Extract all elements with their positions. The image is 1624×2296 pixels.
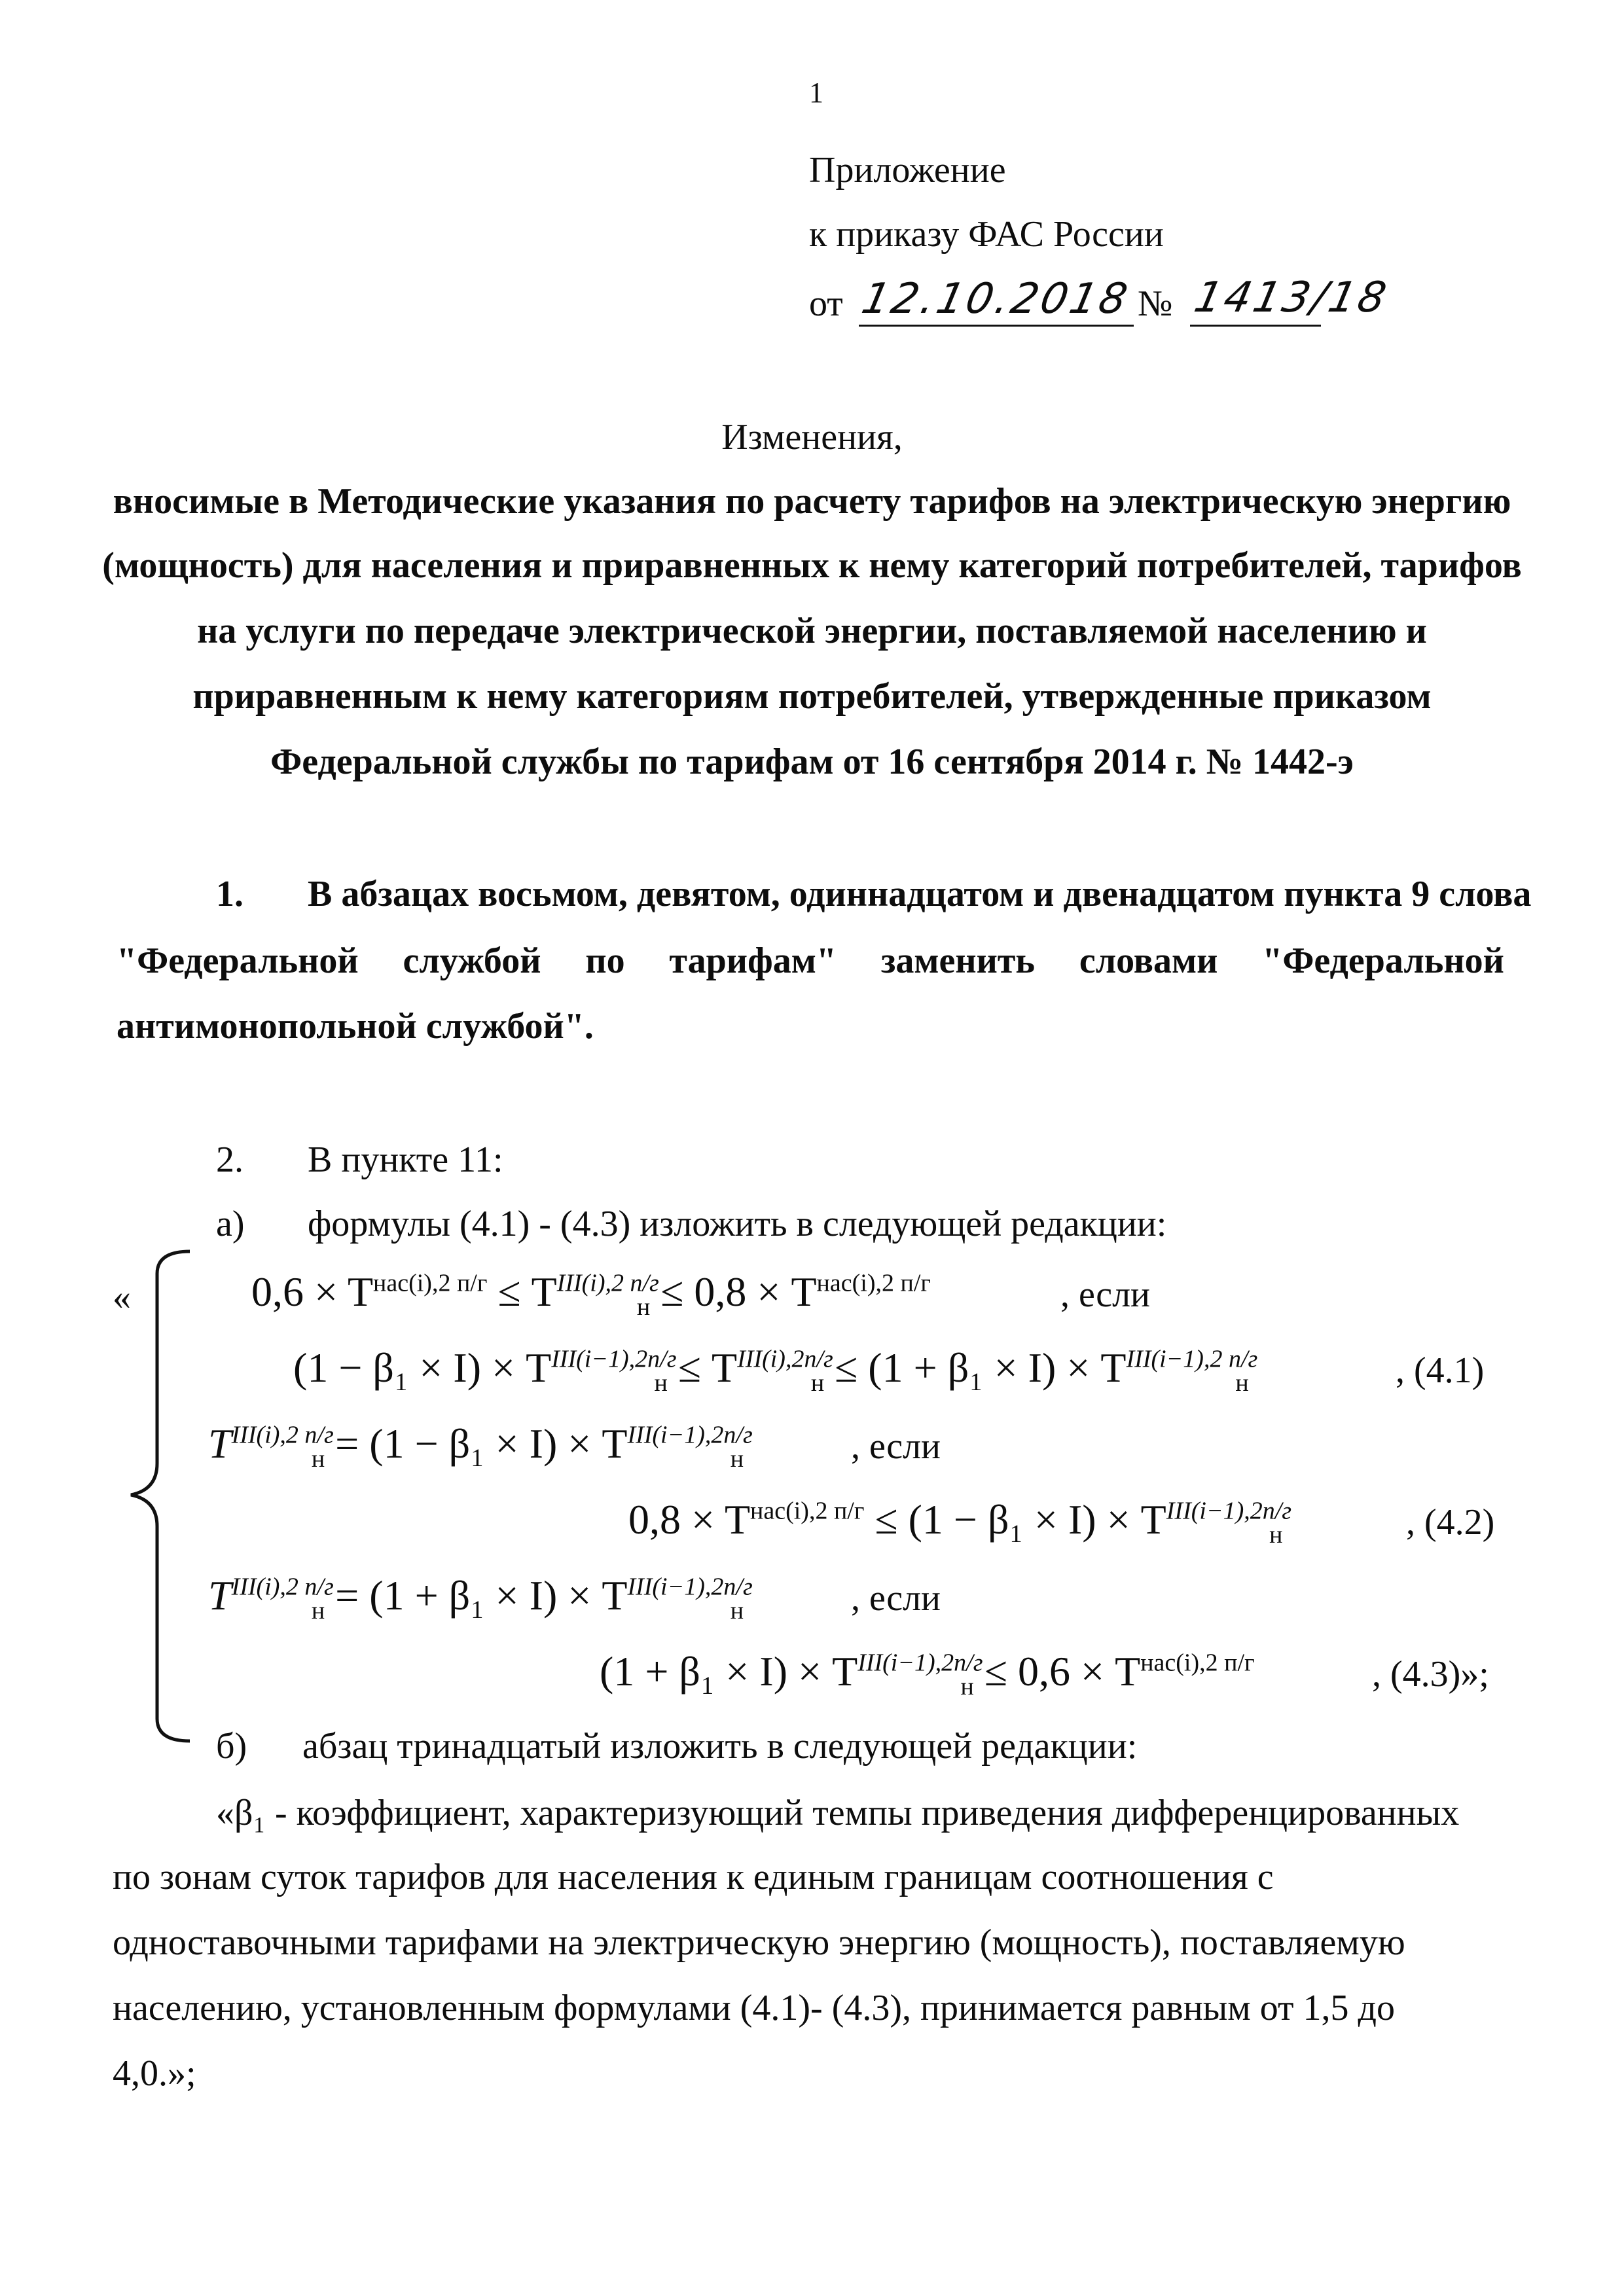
appendix-label: Приложение <box>809 150 1006 190</box>
word: тарифам" <box>669 941 837 981</box>
formula-row-3 <box>208 1420 753 1473</box>
title-line-4: приравненным к нему категориям потребителей, утвержденные приказом <box>192 676 1432 717</box>
formula-sup: нас(i),2 п/г <box>816 1269 931 1297</box>
paragraph-line-5: 4,0.»; <box>113 2053 196 2094</box>
formula-part: (1 + β₁ × I) × T <box>600 1648 858 1695</box>
document-heading: Изменения, <box>721 417 903 457</box>
order-number-handwritten: 1413/18 <box>1190 274 1393 322</box>
formula-part: = (1 + β₁ × I) × T <box>335 1572 628 1619</box>
order-date-handwritten: 12.10.2018 <box>857 275 1134 323</box>
order-from-label: от <box>809 283 843 324</box>
formula-sup: нас(i),2 п/г <box>1140 1649 1255 1677</box>
condition-if: , если <box>851 1578 941 1619</box>
formula-part: 0,6 × T <box>251 1268 374 1315</box>
formula-sup: III(i−1),2п/г <box>1166 1497 1292 1525</box>
formula-sup: III(i−1),2п/г <box>551 1345 677 1373</box>
formula-sub: н <box>636 1293 651 1321</box>
formula-sub: н <box>960 1673 974 1700</box>
formula-sup: III(i),2п/г <box>737 1345 833 1373</box>
page-number: 1 <box>809 77 823 109</box>
formula-part: 0,8 × T <box>628 1496 751 1543</box>
word: "Федеральной <box>117 941 359 981</box>
formula-part: T <box>208 1420 232 1467</box>
item-2b-text: абзац тринадцатый изложить в следующей редакции: <box>302 1726 1138 1767</box>
item-2b-label: б) <box>216 1726 247 1767</box>
formula-sup: III(i−1),2п/г <box>857 1649 983 1677</box>
formula-sub: н <box>810 1369 825 1397</box>
condition-if: , если <box>1060 1274 1151 1315</box>
formula-sup: нас(i),2 п/г <box>373 1269 488 1297</box>
formula-sub: н <box>311 1445 325 1473</box>
formula-row-6 <box>600 1648 1255 1700</box>
number-underline <box>1190 325 1321 327</box>
paragraph-line-3: одноставочными тарифами на электрическую энергию (мощность), поставляемую <box>113 1922 1405 1963</box>
item-1-line-3: антимонопольной службой". <box>117 1006 594 1047</box>
order-number-label: № <box>1138 283 1173 324</box>
item-1-line-1: В абзацах восьмом, девятом, одиннадцатом и двенадцатом пункта 9 слова <box>308 874 1532 914</box>
formula-sup: III(i),2 п/г <box>556 1269 659 1297</box>
title-line-1: вносимые в Методические указания по расчету тарифов на электрическую энергию <box>113 481 1511 522</box>
formula-part: ≤ 0,8 × T <box>660 1268 817 1315</box>
formula-sup: нас(i),2 п/г <box>750 1497 865 1525</box>
formula-sub: н <box>730 1597 744 1624</box>
formula-sup: III(i−1),2п/г <box>627 1421 753 1449</box>
date-underline <box>859 325 1134 327</box>
formula-row-5 <box>208 1572 753 1624</box>
formula-part: ≤ (1 − β₁ × I) × T <box>875 1496 1166 1543</box>
system-brace <box>118 1247 196 1745</box>
equation-number-4-1: , (4.1) <box>1396 1350 1485 1391</box>
paragraph-line-1: «β₁ - коэффициент, характеризующий темпы приведения дифференцированных <box>216 1793 1460 1833</box>
formula-row-2 <box>293 1344 1258 1397</box>
formula-sub: н <box>1235 1369 1249 1397</box>
item-2-text: В пункте 11: <box>308 1139 503 1180</box>
item-1-line-2 <box>117 942 1504 979</box>
word: по <box>585 941 625 981</box>
formula-sub: н <box>730 1445 744 1473</box>
formula-sup: III(i),2 п/г <box>231 1421 334 1449</box>
formula-row-4 <box>628 1496 1292 1549</box>
equation-number-4-2: , (4.2) <box>1406 1502 1495 1543</box>
item-2-number: 2. <box>216 1139 244 1180</box>
title-line-3: на услуги по передаче электрической энергии, поставляемой населению и <box>197 611 1427 651</box>
item-2a-label: а) <box>216 1204 245 1244</box>
formula-sup: III(i−1),2 п/г <box>1126 1345 1258 1373</box>
formula-sub: н <box>311 1597 325 1624</box>
word: словами <box>1079 941 1218 981</box>
item-2a-text: формулы (4.1) - (4.3) изложить в следующей редакции: <box>308 1204 1167 1244</box>
formula-sup: III(i),2 п/г <box>231 1573 334 1601</box>
formula-part: ≤ 0,6 × T <box>984 1648 1141 1695</box>
formula-part: T <box>208 1572 232 1619</box>
item-1-number: 1. <box>216 874 244 914</box>
word: "Федеральной <box>1262 941 1504 981</box>
formula-sub: н <box>1269 1521 1283 1549</box>
word: заменить <box>880 941 1036 981</box>
formula-part: ≤ T <box>497 1268 557 1315</box>
formula-part: (1 − β₁ × I) × T <box>293 1344 552 1391</box>
title-line-5: Федеральной службы по тарифам от 16 сентября 2014 г. № 1442-э <box>270 742 1354 782</box>
opening-quote: « <box>113 1277 131 1318</box>
formula-sub: н <box>654 1369 668 1397</box>
order-reference: к приказу ФАС России <box>809 214 1164 255</box>
formula-part: = (1 − β₁ × I) × T <box>335 1420 628 1467</box>
paragraph-line-4: населению, установленным формулами (4.1)- (4.3), принимается равным от 1,5 до <box>113 1988 1395 2028</box>
paragraph-line-2: по зонам суток тарифов для населения к единым границам соотношения с <box>113 1857 1274 1897</box>
formula-part: ≤ (1 + β₁ × I) × T <box>835 1344 1127 1391</box>
formula-sup: III(i−1),2п/г <box>627 1573 753 1601</box>
title-line-2: (мощность) для населения и приравненных к нему категорий потребителей, тарифов <box>102 545 1522 586</box>
formula-part: ≤ T <box>677 1344 738 1391</box>
condition-if: , если <box>851 1426 941 1467</box>
word: службой <box>403 941 541 981</box>
formula-row-1 <box>251 1268 931 1321</box>
equation-number-4-3: , (4.3)»; <box>1372 1654 1489 1695</box>
